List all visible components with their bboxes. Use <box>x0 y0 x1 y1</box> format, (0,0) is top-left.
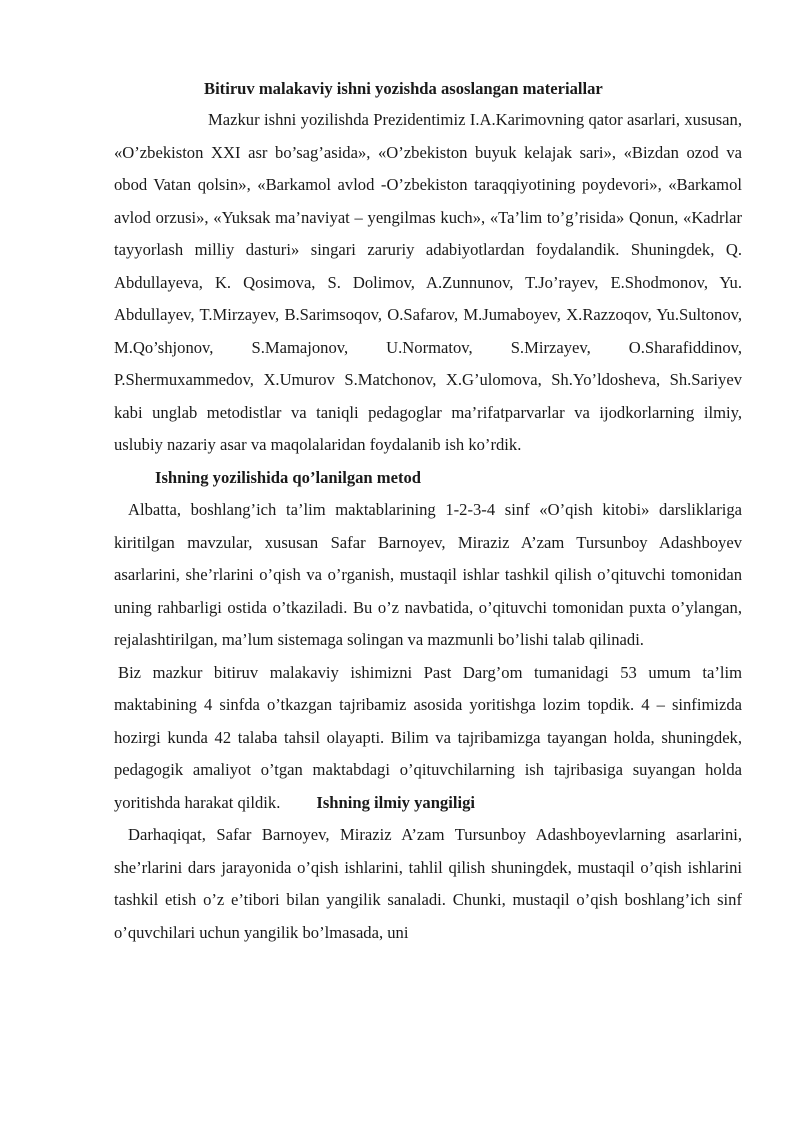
paragraph-novelty: Darhaqiqat, Safar Barnoyev, Miraziz A’zam Tursunboy Adashboyevlarning asarlarini, she’rlarini dars jarayonida o’qish ishlarini, tahlil qilish shuningdek, mustaqil o’qish ishlarini tashkil etish o’z e’tibori bilan yangilik sanaladi. Chunki, mustaqil o’qish boshlang’ich sinf o’quvchilari uchun yangilik bo’lmasada, uni <box>114 825 742 942</box>
paragraph-method: Albatta, boshlang’ich ta’lim maktablarining 1-2-3-4 sinf «O’qish kitobi» darsliklariga kiritilgan mavzular, xususan Safar Barnoyev, Miraziz A’zam Tursunboy Adashboyev asarlarini, she’rlarini o’qish va o’rganish, mustaqil ishlar tashkil qilish o’qituvchi tomonidan uning rahbarligi ostida o’tkaziladi. Bu o’z navbatida, o’qituvchi tomonidan puxta o’ylangan, rejalashtirilgan, ma’lum sistemaga solingan va mazmunli bo’lishi talab qilinadi. <box>114 500 742 649</box>
heading-materials: Bitiruv malakaviy ishni yozishda asoslangan materiallar <box>204 79 603 98</box>
paragraph-experience <box>114 657 742 820</box>
paragraph-experience-text: Biz mazkur bitiruv malakaviy ishimizni Past Darg’om tumanidagi 53 umum ta’lim maktabining 4 sinfda o’tkazgan tajribamiz asosida yoritishga lozim topdik. 4 – sinfimizda hozirgi kunda 42 talaba tahsil olayapti. Bilim va tajribamizga tayangan holda, shuningdek, pedagogik amaliyot o’tgan maktabdagi o’qituvchilarning ish tajribasiga suyangan holda yoritishda harakat qildik. <box>114 662 742 812</box>
heading-method: Ishning yozilishida qo’lanilgan metod <box>155 467 422 487</box>
paragraph-materials: Mazkur ishni yozilishda Prezidentimiz I.A.Karimovning qator asarlari, xususan, «O’zbekiston XXI asr bo’sag’asida», «O’zbekiston buyuk kelajak sari», «Bizdan ozod va obod Vatan qolsin», «Barkamol avlod -O’zbekiston taraqqiyotining poydevori», «Barkamol avlod orzusi», «Yuksak ma’naviyat – yengilmas kuch», «Ta’lim to’g’risida» Qonun, «Kadrlar tayyorlash milliy dasturi» singari zaruriy adabiyotlardan foydalandik. Shuningdek, Q. Abdullayeva, K. Qosimova, S. Dolimov, A.Zunnunov, T.Jo’rayev, E.Shodmonov, Yu. Abdullayev, T.Mirzayev, B.Sarimsoqov, O.Safarov, M.Jumaboyev, X.Razzoqov, Yu.Sultonov, M.Qo’shjonov, S.Mamajonov, U.Normatov, S.Mirzayev, O.Sharafiddinov, P.Shermuxammedov, X.Umurov S.Matchonov, X.G’ulomova, Sh.Yo’ldosheva, Sh.Sariyev kabi unglab metodistlar va taniqli pedagoglar ma’rifatparvarlar va ijodkorlarning ilmiy, uslubiy nazariy asar va maqolalaridan foydalanib ish ko’rdik. <box>114 110 742 454</box>
heading-novelty: Ishning ilmiy yangiligi <box>316 792 475 812</box>
document-page <box>114 74 742 949</box>
